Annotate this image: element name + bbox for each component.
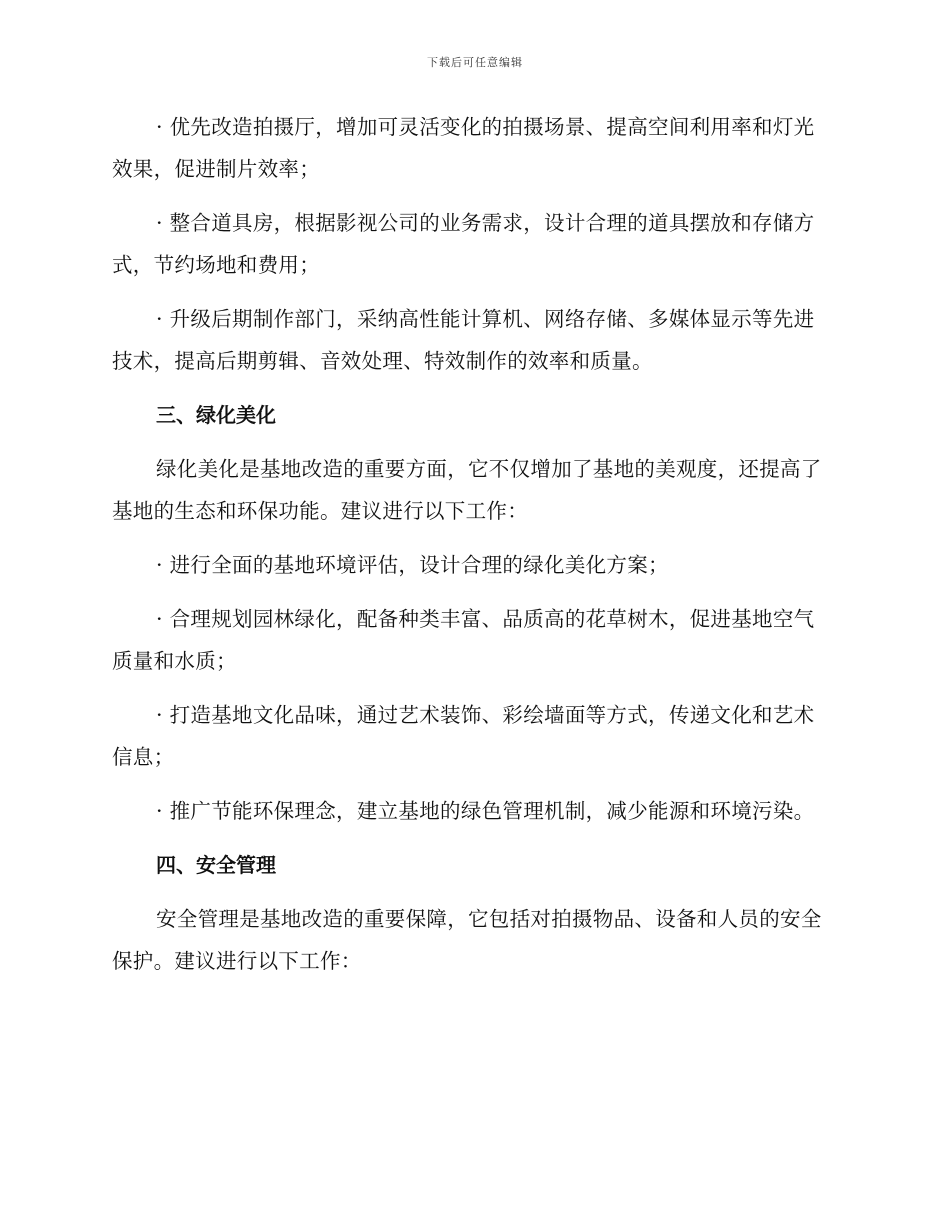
bullet-energy-saving: · 推广节能环保理念，建立基地的绿色管理机制，减少能源和环境污染。 bbox=[156, 799, 815, 823]
bullet-environment-assessment: · 进行全面的基地环境评估，设计合理的绿化美化方案； bbox=[156, 553, 669, 577]
bullet-culture-taste: · 打造基地文化品味，通过艺术装饰、彩绘墙面等方式，传递文化和艺术信息； bbox=[112, 703, 815, 769]
bullet-landscape-planning: · 合理规划园林绿化，配备种类丰富、品质高的花草树木，促进基地空气质量和水质； bbox=[112, 607, 815, 673]
section-heading-greening: 三、绿化美化 bbox=[156, 403, 276, 427]
page-header-note: 下载后可任意编辑 bbox=[427, 56, 523, 69]
document-body bbox=[112, 106, 832, 994]
bullet-shooting-hall: · 优先改造拍摄厅，增加可灵活变化的拍摄场景、提高空间利用率和灯光效果，促进制片效率； bbox=[112, 115, 815, 181]
bullet-post-production: · 升级后期制作部门，采纳高性能计算机、网络存储、多媒体显示等先进技术，提高后期剪辑、音效处理、特效制作的效率和质量。 bbox=[112, 307, 815, 373]
bullet-prop-room: · 整合道具房，根据影视公司的业务需求，设计合理的道具摆放和存储方式，节约场地和费用； bbox=[112, 211, 815, 277]
section-heading-safety: 四、安全管理 bbox=[156, 853, 276, 877]
safety-intro-paragraph: 安全管理是基地改造的重要保障，它包括对拍摄物品、设备和人员的安全保护。建议进行以下工作： bbox=[112, 907, 822, 973]
greening-intro-paragraph: 绿化美化是基地改造的重要方面，它不仅增加了基地的美观度，还提高了基地的生态和环保功能。建议进行以下工作： bbox=[112, 457, 822, 523]
